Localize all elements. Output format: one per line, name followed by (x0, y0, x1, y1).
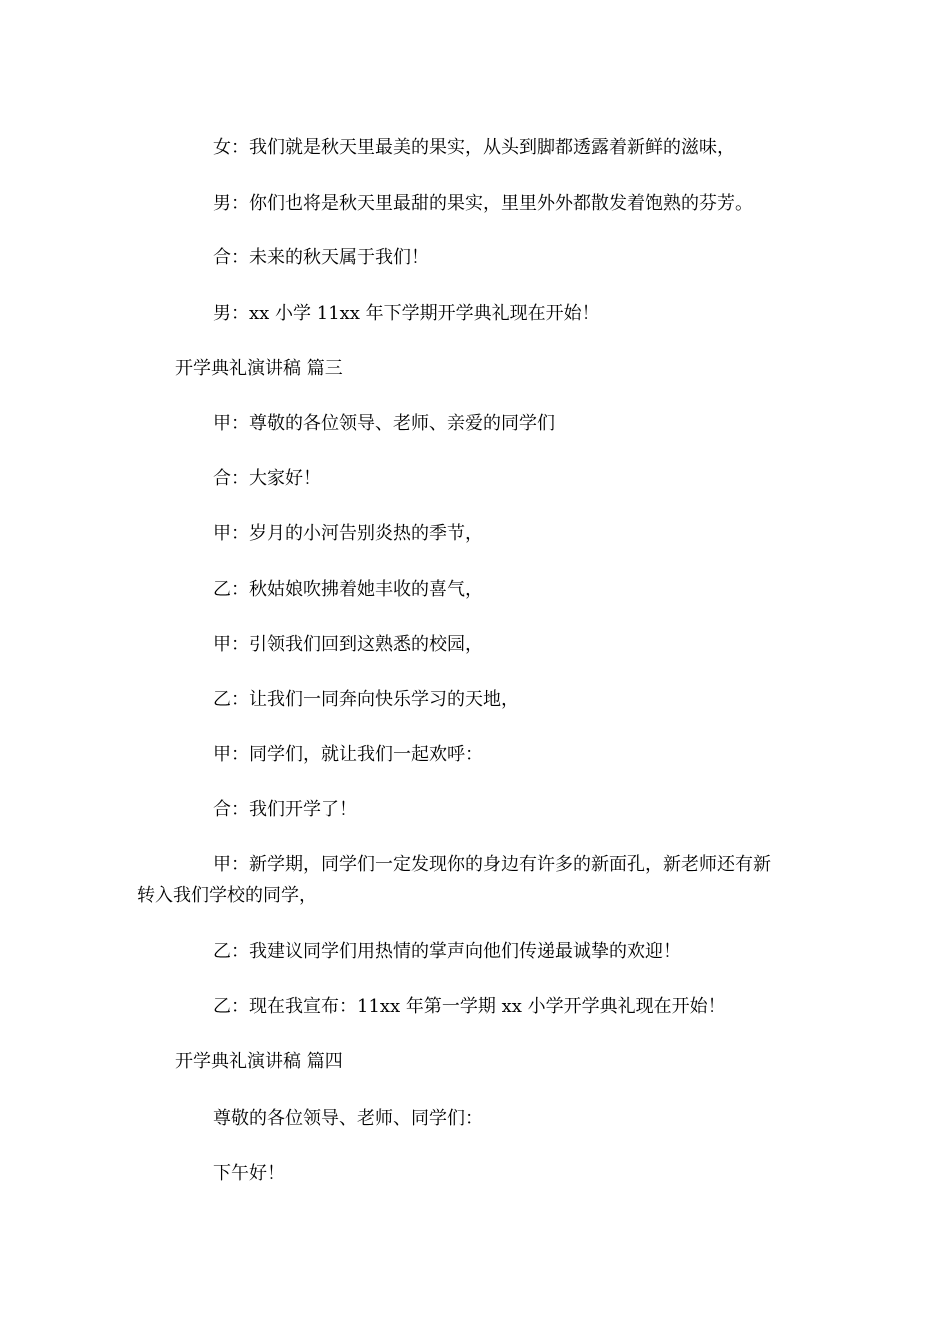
section-heading: 开学典礼演讲稿 篇三 (175, 358, 343, 379)
dialogue-line: 合：大家好！ (213, 468, 321, 489)
dialogue-line: 甲：同学们，就让我们一起欢呼： (213, 744, 483, 765)
dialogue-line: 甲：引领我们回到这熟悉的校园， (213, 634, 483, 655)
section-heading: 开学典礼演讲稿 篇四 (175, 1051, 343, 1072)
dialogue-line: 男：xx 小学 11xx 年下学期开学典礼现在开始！ (213, 303, 600, 324)
dialogue-line: 女：我们就是秋天里最美的果实，从头到脚都透露着新鲜的滋味， (213, 137, 735, 158)
dialogue-line: 尊敬的各位领导、老师、同学们： (213, 1108, 483, 1129)
dialogue-line: 乙：我建议同学们用热情的掌声向他们传递最诚挚的欢迎！ (213, 941, 681, 962)
dialogue-line: 甲：尊敬的各位领导、老师、亲爱的同学们 (213, 413, 555, 434)
dialogue-line: 合：我们开学了！ (213, 799, 357, 820)
dialogue-line: 男：你们也将是秋天里最甜的果实，里里外外都散发着饱熟的芬芳。 (213, 193, 753, 214)
dialogue-line-continuation: 转入我们学校的同学， (137, 885, 317, 906)
dialogue-line: 乙：让我们一同奔向快乐学习的天地， (213, 689, 519, 710)
dialogue-line: 甲：岁月的小河告别炎热的季节， (213, 523, 483, 544)
dialogue-line: 合：未来的秋天属于我们！ (213, 247, 429, 268)
dialogue-line: 甲：新学期，同学们一定发现你的身边有许多的新面孔，新老师还有新 (213, 854, 771, 875)
dialogue-line: 乙：秋姑娘吹拂着她丰收的喜气， (213, 579, 483, 600)
dialogue-line: 下午好！ (213, 1163, 285, 1184)
dialogue-line: 乙：现在我宣布：11xx 年第一学期 xx 小学开学典礼现在开始！ (213, 996, 726, 1017)
